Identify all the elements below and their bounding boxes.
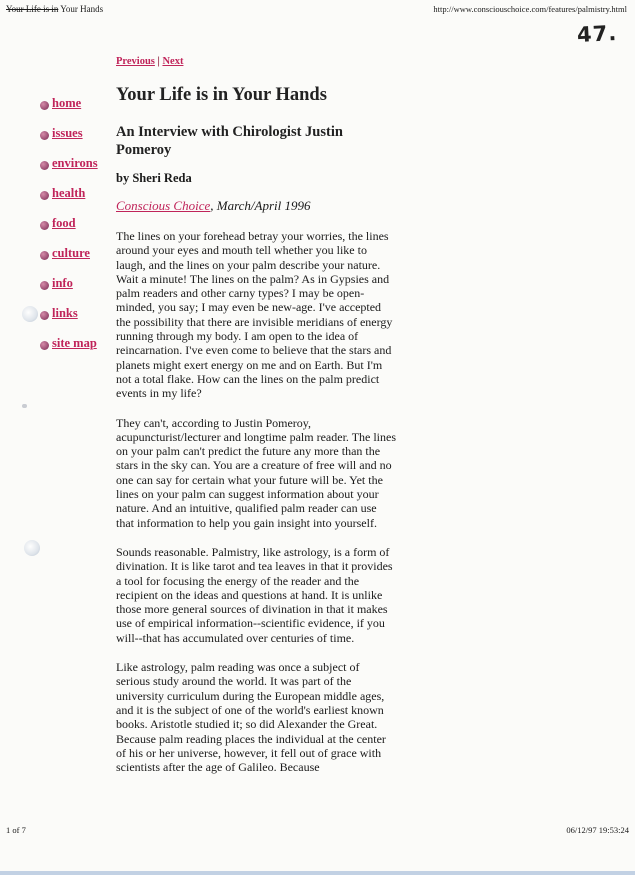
nav-item-links[interactable] <box>40 298 98 328</box>
punch-hole-mark <box>24 540 40 556</box>
bullet-icon <box>40 341 49 350</box>
nav-link-links[interactable]: links <box>52 305 78 320</box>
punch-hole-mark <box>22 306 38 322</box>
previous-link[interactable]: Previous <box>116 56 155 67</box>
scan-speck <box>22 404 27 408</box>
bullet-icon <box>40 311 49 320</box>
paragraph: The lines on your forehead betray your worries, the lines around your eyes and mouth tell whether you like to laugh, and the lines on your palm describe your nature. Wait a minute! The lines on the palm? As in Gypsies and palm readers and other carny types? I may be open-minded, you say; I may even be new-age. I've accepted the possibility that there are invisible meridians of energy running through my body. I am open to the idea of reincarnation. I've even come to believe that the stars and planets might exert energy on me and on Earth. But I'm not a total flake. How can the lines on the palm predict events in my life? <box>116 229 393 401</box>
nav-link-food[interactable]: food <box>52 215 76 230</box>
nav-link-home[interactable]: home <box>52 95 82 110</box>
bullet-icon <box>40 221 49 230</box>
nav-link-info[interactable]: info <box>52 275 73 290</box>
site-nav <box>40 88 98 358</box>
title-rest: Your Hands <box>58 4 104 14</box>
bullet-icon <box>40 101 49 110</box>
nav-item-food[interactable] <box>40 208 98 238</box>
browser-url: http://www.consciouschoice.com/features/palmistry.html <box>433 4 627 14</box>
article-title: Your Life is in Your Hands <box>116 85 327 105</box>
nav-item-environs[interactable] <box>40 148 98 178</box>
print-timestamp: 06/12/97 19:53:24 <box>566 825 629 835</box>
nav-link-health[interactable]: health <box>52 185 86 200</box>
bullet-icon <box>40 131 49 140</box>
publication-link[interactable]: Conscious Choice <box>116 198 211 213</box>
nav-item-issues[interactable] <box>40 118 98 148</box>
scan-edge <box>0 871 635 875</box>
bullet-icon <box>40 281 49 290</box>
struck-title-part: Your Life is in <box>6 4 59 14</box>
nav-link-environs[interactable]: environs <box>52 155 98 170</box>
bullet-icon <box>40 161 49 170</box>
nav-link-site-map[interactable]: site map <box>52 335 97 350</box>
pager <box>116 56 183 67</box>
article-subtitle: An Interview with Chirologist Justin Pomeroy <box>116 124 343 158</box>
nav-item-site-map[interactable] <box>40 328 98 358</box>
nav-item-home[interactable] <box>40 88 98 118</box>
paragraph: They can't, according to Justin Pomeroy, acupuncturist/lecturer and longtime palm reader. The lines on your palm can't predict the future any more than the stars in the sky can. You are a creature of free will and no one can say for certain what your future will be. Yet the lines on your palm can suggest information about your nature. And an intuitive, qualified palm reader can use that information to help you gain insight into yourself. <box>116 415 397 530</box>
publication-line <box>116 198 396 214</box>
paragraph: Sounds reasonable. Palmistry, like astrology, is a form of divination. It is like tarot and tea leaves in that it provides a tool for focusing the energy of the reader and the recipient on the ideas and questions at hand. It is unlike those more general sources of divination in that it makes use of empirical information--scientific evidence, if you will--that has accumulated over centuries of time. <box>116 544 393 645</box>
paragraph: Like astrology, palm reading was once a subject of serious study around the world. It was part of the university curriculum during the European middle ages, and it is the subject of one of the world's earliest known books. Aristotle studied it; so did Alexander the Great. Because palm reading places the individual at the center of his or her universe, however, it fell out of grace with scientists after the age of Galileo. Because <box>116 660 386 775</box>
browser-page-title <box>6 4 103 14</box>
nav-item-info[interactable] <box>40 268 98 298</box>
page-count: 1 of 7 <box>6 825 26 835</box>
nav-item-culture[interactable] <box>40 238 98 268</box>
bullet-icon <box>40 191 49 200</box>
publication-date: , March/April 1996 <box>210 198 311 213</box>
byline: by Sheri Reda <box>116 171 192 185</box>
nav-link-culture[interactable]: culture <box>52 245 90 260</box>
bullet-icon <box>40 251 49 260</box>
article <box>116 84 396 774</box>
nav-link-issues[interactable]: issues <box>52 125 83 140</box>
pager-separator: | <box>154 56 163 67</box>
handwritten-page-number: 47. <box>576 20 618 48</box>
next-link[interactable]: Next <box>162 56 184 67</box>
nav-item-health[interactable] <box>40 178 98 208</box>
